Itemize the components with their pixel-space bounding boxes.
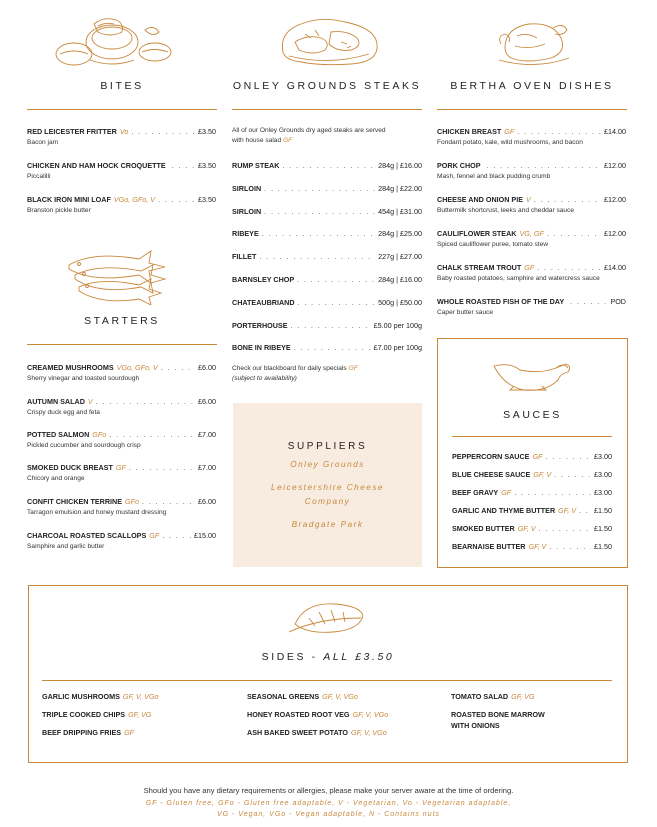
sides-title: SIDES - ALL £3.50	[261, 651, 395, 663]
sauce-item: GARLIC AND THYME BUTTER GF, V . . . £1.50	[452, 506, 612, 515]
sardines-illustration-icon	[65, 245, 180, 305]
supplier-name: Onley Grounds	[290, 460, 365, 469]
supplier-name: Leicestershire Cheese	[271, 483, 384, 492]
menu-item: CONFIT CHICKEN TERRINE GFo . . . £6.00 Tarragon emulsion and honey mustard dressing	[27, 497, 216, 517]
steak-item: RUMP STEAK . . . 284g | £16.00	[232, 161, 422, 170]
sauces-title: SAUCES	[503, 409, 562, 421]
suppliers-panel	[233, 403, 422, 567]
side-item: ROASTED BONE MARROW	[451, 710, 545, 719]
steak-item: PORTERHOUSE . . . £5.00 per 100g	[232, 321, 422, 330]
steaks-rule	[232, 109, 422, 110]
steaks-intro: All of our Onley Grounds dry aged steaks are served with house salad GF	[232, 127, 386, 144]
side-item: SEASONAL GREENS GF, V, VGo	[247, 692, 358, 701]
menu-item: CREAMED MUSHROOMS VGo, GFo, V . . . £6.00 Sherry vinegar and toasted sourdough	[27, 363, 216, 383]
menu-item: CHEESE AND ONION PIE V . . . £12.00 Buttermilk shortcrust, leeks and cheddar sauce	[437, 195, 626, 215]
steak-item: RIBEYE . . . 284g | £25.00	[232, 229, 422, 238]
starters-rule	[27, 344, 217, 345]
menu-item: PORK CHOP . . . £12.00 Mash, fennel and black pudding crumb	[437, 161, 626, 181]
side-item: TOMATO SALAD GF, VG	[451, 692, 535, 701]
menu-item: SMOKED DUCK BREAST GF . . . £7.00 Chicory and orange	[27, 463, 216, 483]
sauce-item: BEEF GRAVY GF . . . £3.00	[452, 488, 612, 497]
sauce-item: SMOKED BUTTER GF, V . . . £1.50	[452, 524, 612, 533]
menu-item: RED LEICESTER FRITTER Vo . . . £3.50 Bacon jam	[27, 127, 216, 147]
dietary-key-line-1: GF - Gluten free, GFo - Gluten free adaptable, V - Vegetarian, Vo - Vegetarian adaptable,	[145, 800, 512, 807]
menu-item: CHICKEN AND HAM HOCK CROQUETTE . . . £3.50 Piccalilli	[27, 161, 216, 181]
bertha-rule	[437, 109, 627, 110]
starters-title: STARTERS	[84, 315, 160, 327]
side-item: GARLIC MUSHROOMS GF, V, VGo	[42, 692, 159, 701]
side-item: WITH ONIONS	[451, 721, 500, 730]
side-item: BEEF DRIPPING FRIES GF	[42, 728, 135, 737]
menu-item: AUTUMN SALAD V . . . £6.00 Crispy duck egg and feta	[27, 397, 216, 417]
supplier-name: Company	[304, 497, 351, 506]
side-item: HONEY ROASTED ROOT VEG GF, V, VGo	[247, 710, 389, 719]
sauces-rule	[452, 436, 612, 437]
menu-item: CHARCOAL ROASTED SCALLOPS GF . . . £15.00 Samphire and garlic butter	[27, 531, 216, 551]
bites-rule	[27, 109, 217, 110]
sauce-item: BEARNAISE BUTTER GF, V . . . £1.50	[452, 542, 612, 551]
steak-illustration-icon	[275, 12, 385, 72]
side-item: ASH BAKED SWEET POTATO GF, V, VGo	[247, 728, 387, 737]
menu-item: WHOLE ROASTED FISH OF THE DAY . . . POD Caper butter sauce	[437, 297, 626, 317]
supplier-name: Bradgate Park	[291, 520, 364, 529]
sauce-item: BLUE CHEESE SAUCE GF, V . . . £3.00	[452, 470, 612, 479]
suppliers-title: SUPPLIERS	[287, 441, 368, 452]
sides-rule	[42, 680, 612, 681]
bites-title: BITES	[100, 80, 144, 92]
menu-item: CHALK STREAM TROUT GF . . . £14.00 Baby roasted potatoes, samphire and watercress sauce	[437, 263, 626, 283]
menu-item: BLACK IRON MINI LOAF VGo, GFo, V . . . £3.50 Branston pickle butter	[27, 195, 216, 215]
menu-item: POTTED SALMON GFo . . . £7.00 Pickled cucumber and sourdough crisp	[27, 430, 216, 450]
steak-item: SIRLOIN . . . 454g | £31.00	[232, 207, 422, 216]
steak-item: BARNSLEY CHOP . . . 284g | £16.00	[232, 275, 422, 284]
menu-item: CHICKEN BREAST GF . . . £14.00 Fondant potato, kale, wild mushrooms, and bacon	[437, 127, 626, 147]
mussels-illustration-icon	[50, 12, 180, 72]
steak-item: SIRLOIN . . . 284g | £22.00	[232, 184, 422, 193]
bertha-title: BERTHA OVEN DISHES	[450, 80, 614, 92]
side-item: TRIPLE COOKED CHIPS GF, VG	[42, 710, 152, 719]
dietary-key-line-2: VG - Vegan, VGo - Vegan adaptable, N - Contains nuts	[216, 811, 441, 818]
menu-item: CAULIFLOWER STEAK VG, GF . . . £12.00 Spiced cauliflower puree, tomato stew	[437, 229, 626, 249]
steak-item: FILLET . . . 227g | £27.00	[232, 252, 422, 261]
steak-item: CHATEAUBRIAND . . . 500g | £50.00	[232, 298, 422, 307]
steaks-footer: Check our blackboard for daily specials GF (subject to availability)	[232, 365, 358, 382]
allergy-notice: Should you have any dietary requirements or allergies, please make your server aware at the time of ordering.	[143, 786, 514, 795]
steak-item: BONE IN RIBEYE . . . £7.00 per 100g	[232, 343, 422, 352]
steaks-title: ONLEY GROUNDS STEAKS	[232, 80, 422, 92]
sauce-item: PEPPERCORN SAUCE GF . . . £3.00	[452, 452, 612, 461]
roast-chicken-illustration-icon	[495, 14, 575, 70]
